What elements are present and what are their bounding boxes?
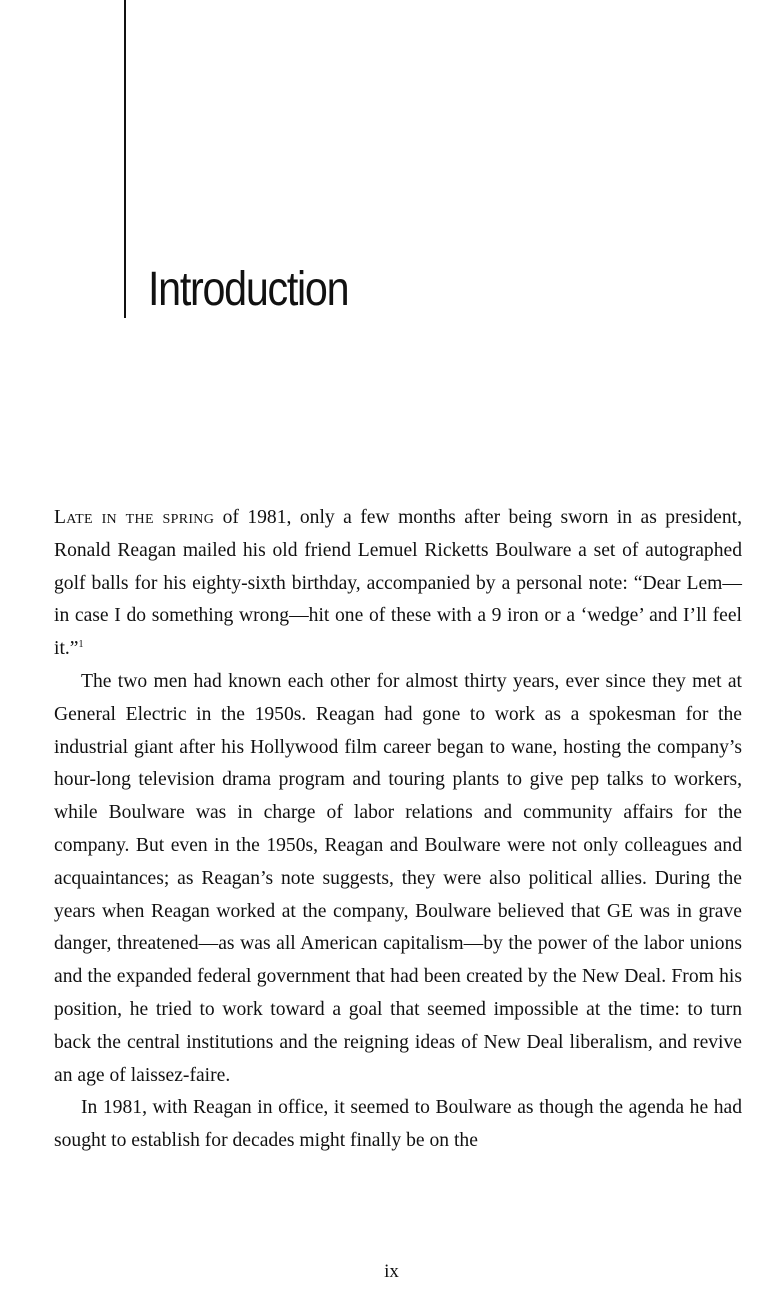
paragraph-2: The two men had known each other for almost thirty years, ever since they met at General Electric in the 1950s. Reagan had gone to work as a spokesman for the industrial giant after his Hollywood film career began to wane, hosting the company’s hour-long television drama program and touring plants to give pep talks to workers, while Boulware was in charge of labor relations and community affairs for the company. But even in the 1950s, Reagan and Boulware were not only colleagues and acquaintances; as Reagan’s note suggests, they were also political allies. During the years when Reagan worked at the company, Boulware believed that GE was in grave danger, threatened—as was all American capitalism—by the power of the labor unions and the expanded federal government that had been created by the New Deal. From his position, he tried to work toward a goal that seemed impossible at the time: to turn back the central institutions and the reigning ideas of New Deal liberalism, and revive an age of laissez-faire. <box>54 670 742 1086</box>
page-number: ix <box>384 1261 399 1282</box>
paragraph-3: In 1981, with Reagan in office, it seemed to Boulware as though the agenda he had sought to establish for decades might finally be on the <box>54 1097 742 1152</box>
paragraph-1-text: of 1981, only a few months after being sworn in as president, Ronald Reagan mailed his old friend Lemuel Ricketts Boulware a set of autographed golf balls for his eighty-sixth birthday, accompanied by a personal note: “Dear Lem—in case I do something wrong—hit one of these with a 9 iron or a ‘wedge’ and I’ll feel it.” <box>54 507 742 660</box>
paragraph-1 <box>54 502 742 666</box>
chapter-vertical-rule <box>124 0 126 318</box>
footnote-marker[interactable]: 1 <box>78 639 84 651</box>
chapter-title: Introduction <box>148 263 349 316</box>
paragraph-lead-in: Late in the spring <box>54 507 215 528</box>
body-text <box>54 502 742 1158</box>
